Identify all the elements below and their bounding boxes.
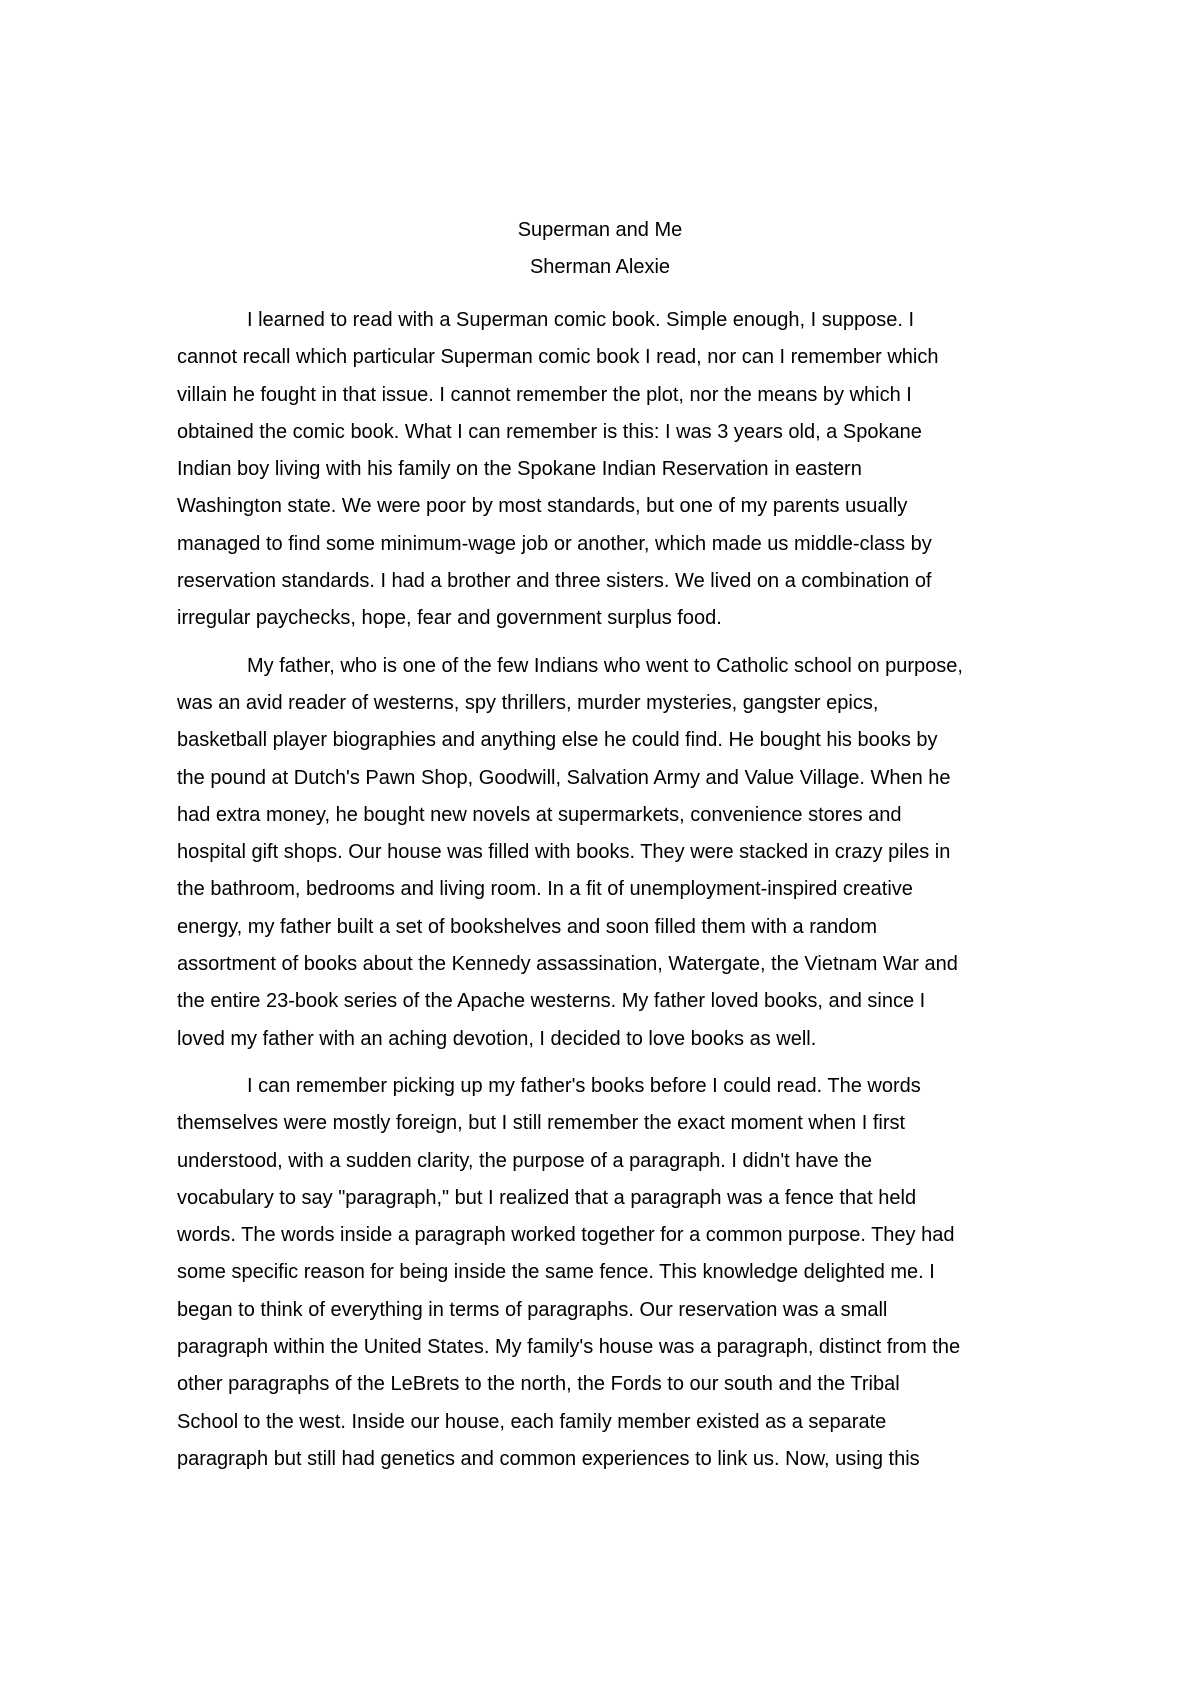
- text-line: cannot recall which particular Superman comic book I read, nor can I remember which: [177, 346, 939, 369]
- text-line: vocabulary to say "paragraph," but I realized that a paragraph was a fence that held: [177, 1186, 917, 1209]
- text-line: some specific reason for being inside the same fence. This knowledge delighted me. I: [177, 1261, 935, 1284]
- text-line: paragraph within the United States. My family's house was a paragraph, distinct from the: [177, 1336, 961, 1359]
- text-line: I learned to read with a Superman comic book. Simple enough, I suppose. I: [247, 309, 915, 331]
- text-line: words. The words inside a paragraph worked together for a common purpose. They had: [177, 1224, 955, 1247]
- text-line: irregular paychecks, hope, fear and government surplus food.: [177, 607, 722, 630]
- text-line: obtained the comic book. What I can remember is this: I was 3 years old, a Spokane: [177, 420, 922, 443]
- text-line: themselves were mostly foreign, but I still remember the exact moment when I first: [177, 1112, 906, 1135]
- document-header: [0, 212, 1200, 286]
- text-line: energy, my father built a set of bookshelves and soon filled them with a random: [177, 915, 878, 938]
- text-line: began to think of everything in terms of paragraphs. Our reservation was a small: [177, 1298, 888, 1321]
- text-line: the pound at Dutch's Pawn Shop, Goodwill, Salvation Army and Value Village. When he: [177, 766, 951, 789]
- text-line: managed to find some minimum-wage job or another, which made us middle-class by: [177, 532, 932, 555]
- text-line: villain he fought in that issue. I cannot remember the plot, nor the means by which I: [177, 383, 912, 406]
- text-line: the entire 23-book series of the Apache westerns. My father loved books, and since I: [177, 990, 926, 1013]
- text-line: My father, who is one of the few Indians who went to Catholic school on purpose,: [247, 654, 963, 677]
- text-line: was an avid reader of westerns, spy thrillers, murder mysteries, gangster epics,: [177, 691, 879, 714]
- paragraph: [177, 1068, 1027, 1478]
- text-line: other paragraphs of the LeBrets to the north, the Fords to our south and the Tribal: [177, 1373, 900, 1396]
- text-line: paragraph but still had genetics and common experiences to link us. Now, using this: [177, 1447, 920, 1470]
- text-line: School to the west. Inside our house, each family member existed as a separate: [177, 1410, 887, 1433]
- document-body: [177, 302, 1027, 1478]
- text-line: Indian boy living with his family on the Spokane Indian Reservation in eastern: [177, 458, 862, 481]
- text-line: Washington state. We were poor by most standards, but one of my parents usually: [177, 495, 908, 518]
- text-line: basketball player biographies and anything else he could find. He bought his books by: [177, 729, 938, 752]
- text-line: hospital gift shops. Our house was filled with books. They were stacked in crazy piles in: [177, 841, 951, 864]
- text-line: loved my father with an aching devotion, I decided to love books as well.: [177, 1027, 817, 1050]
- paragraph: [177, 648, 1027, 1058]
- document-author: Sherman Alexie: [529, 256, 671, 278]
- document-title: Superman and Me: [517, 219, 683, 241]
- text-line: the bathroom, bedrooms and living room. In a fit of unemployment-inspired creative: [177, 878, 913, 901]
- text-line: had extra money, he bought new novels at supermarkets, convenience stores and: [177, 803, 902, 826]
- text-line: reservation standards. I had a brother and three sisters. We lived on a combination of: [177, 570, 932, 593]
- text-line: I can remember picking up my father's books before I could read. The words: [247, 1074, 921, 1097]
- text-line: assortment of books about the Kennedy assassination, Watergate, the Vietnam War and: [177, 953, 958, 976]
- text-line: understood, with a sudden clarity, the purpose of a paragraph. I didn't have the: [177, 1149, 873, 1172]
- paragraph: [177, 302, 1027, 638]
